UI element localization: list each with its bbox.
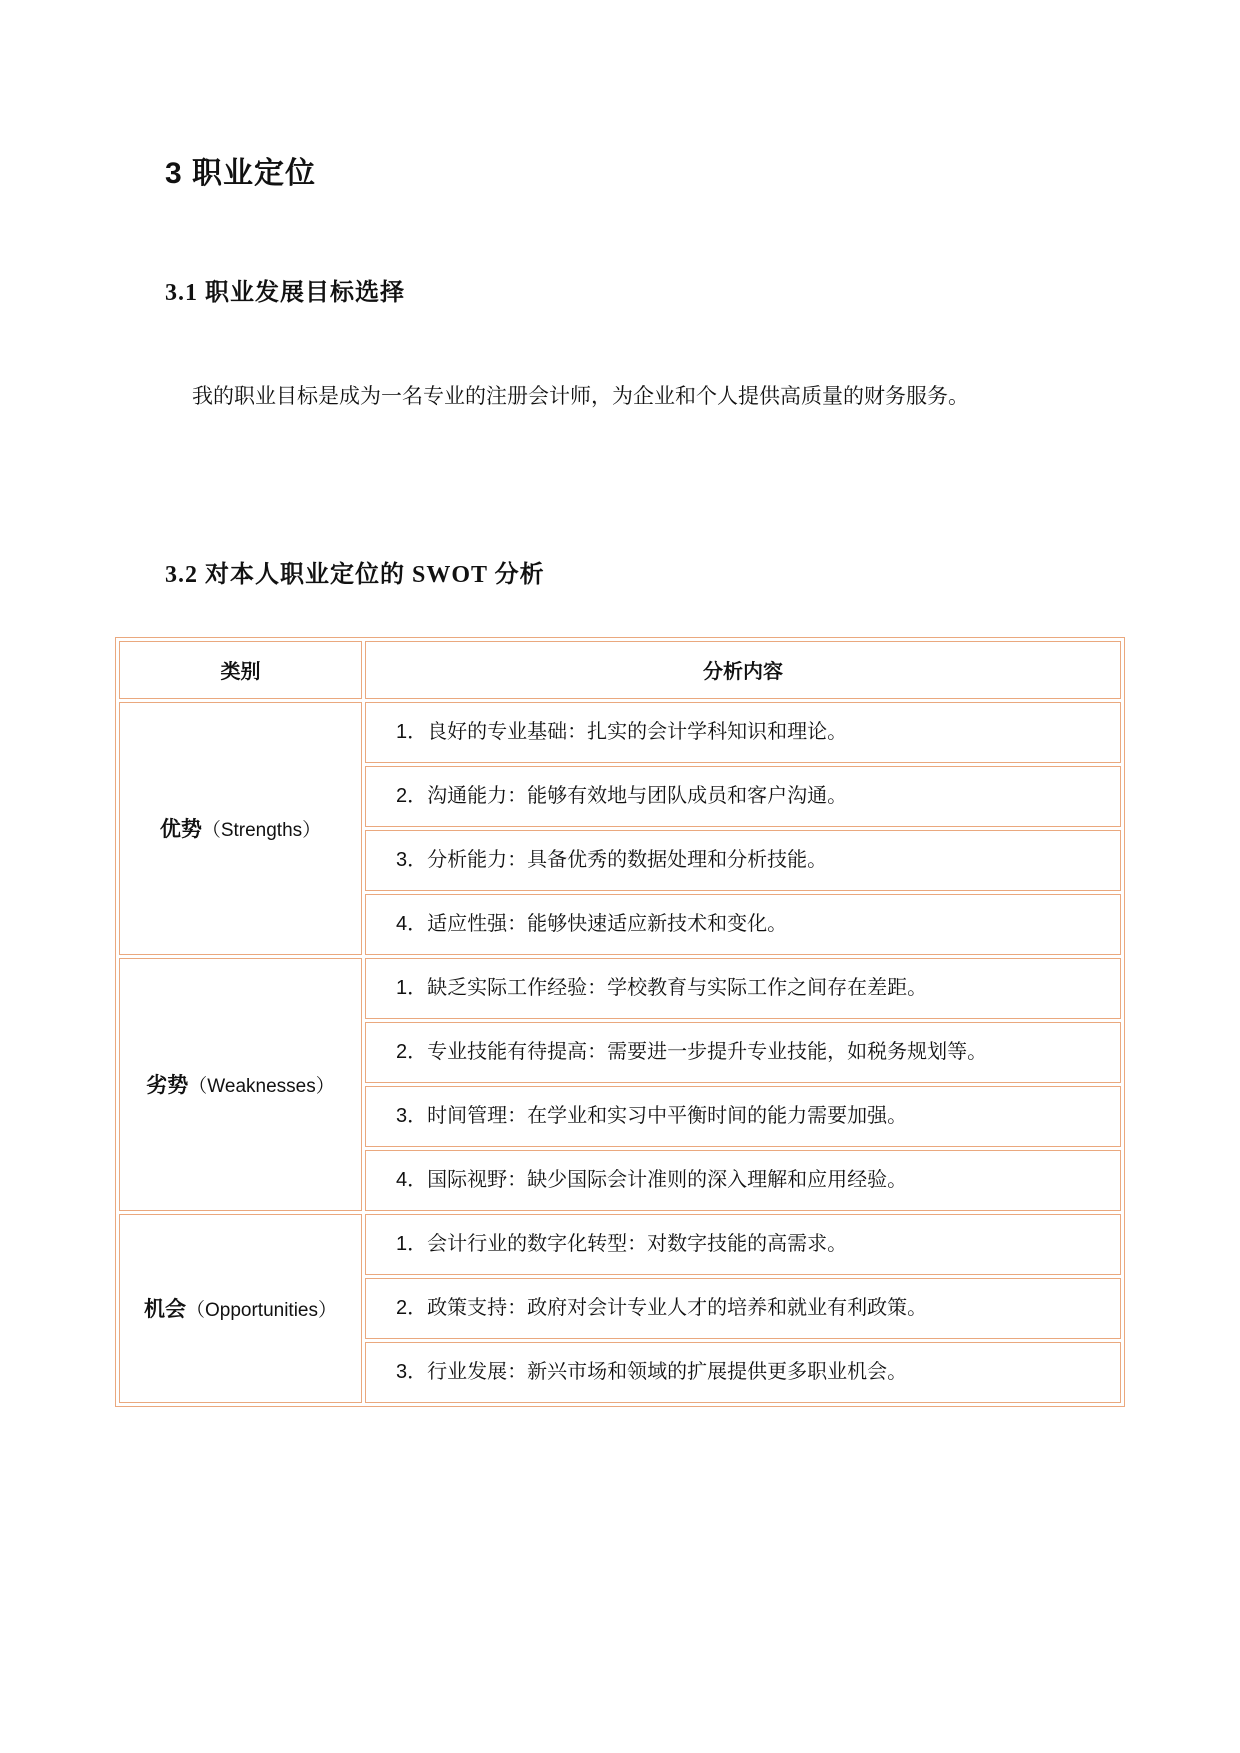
analysis-item: 2．政策支持：政府对会计专业人才的培养和就业有利政策。	[365, 1278, 1121, 1339]
category-label-en: （Opportunities）	[185, 1300, 337, 1322]
analysis-item: 1．良好的专业基础：扎实的会计学科知识和理论。	[365, 702, 1121, 763]
table-header-row	[119, 641, 1121, 699]
analysis-item: 2．沟通能力：能够有效地与团队成员和客户沟通。	[365, 766, 1121, 827]
analysis-item: 2．专业技能有待提高：需要进一步提升专业技能，如税务规划等。	[365, 1022, 1121, 1083]
table-row	[119, 1214, 1121, 1275]
header-content: 分析内容	[365, 641, 1121, 699]
header-category: 类别	[119, 641, 362, 699]
analysis-item: 4．适应性强：能够快速适应新技术和变化。	[365, 894, 1121, 955]
analysis-item: 1．缺乏实际工作经验：学校教育与实际工作之间存在差距。	[365, 958, 1121, 1019]
chapter-heading: 3 职业定位	[165, 157, 317, 190]
category-cell-weaknesses	[119, 958, 362, 1211]
swot-analysis-table	[115, 637, 1125, 1407]
analysis-item: 3．时间管理：在学业和实习中平衡时间的能力需要加强。	[365, 1086, 1121, 1147]
analysis-item: 3．分析能力：具备优秀的数据处理和分析技能。	[365, 830, 1121, 891]
category-label-zh: 劣势	[146, 1074, 189, 1098]
analysis-item: 3．行业发展：新兴市场和领域的扩展提供更多职业机会。	[365, 1342, 1121, 1403]
table-row	[119, 702, 1121, 763]
category-label-zh: 机会	[143, 1298, 186, 1322]
career-goal-paragraph: 我的职业目标是成为一名专业的注册会计师，为企业和个人提供高质量的财务服务。	[192, 385, 969, 408]
section-3-1-title: 3.1 职业发展目标选择	[165, 280, 405, 306]
analysis-item: 4．国际视野：缺少国际会计准则的深入理解和应用经验。	[365, 1150, 1121, 1211]
category-cell-strengths	[119, 702, 362, 955]
category-label-zh: 优势	[159, 818, 202, 842]
section-3-2-title: 3.2 对本人职业定位的 SWOT 分析	[165, 561, 545, 588]
analysis-item: 1．会计行业的数字化转型：对数字技能的高需求。	[365, 1214, 1121, 1275]
category-cell-opportunities	[119, 1214, 362, 1403]
table-row	[119, 958, 1121, 1019]
category-label-en: （Weaknesses）	[188, 1076, 335, 1098]
category-label-en: （Strengths）	[201, 820, 322, 842]
